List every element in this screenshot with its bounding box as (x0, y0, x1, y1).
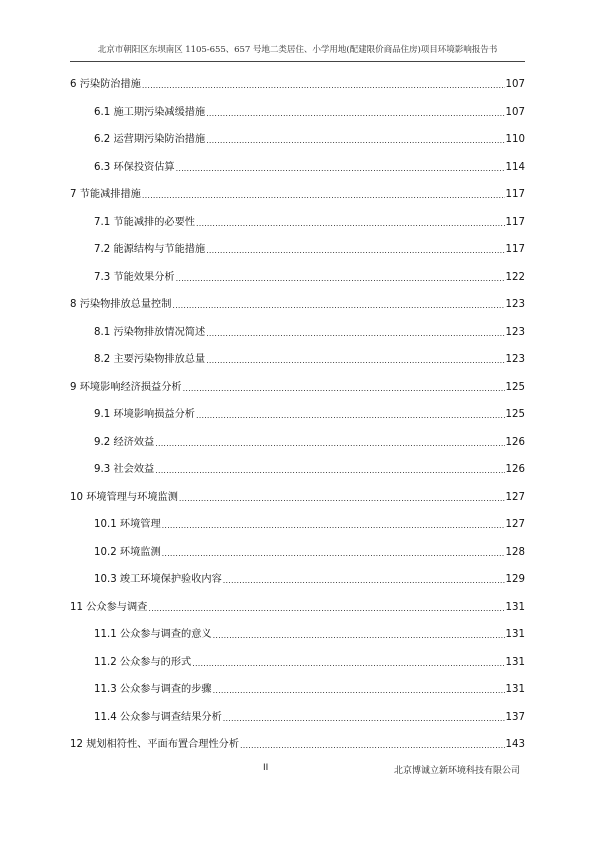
toc-entry-label: 6.1 施工期污染减缓措施 (94, 106, 206, 118)
toc-leader-dots (148, 603, 504, 615)
toc-leader-dots (206, 108, 504, 120)
toc-entry-page: 117 (505, 244, 525, 255)
toc-entry[interactable] (70, 736, 525, 752)
toc-entry[interactable] (94, 544, 525, 560)
toc-entry[interactable] (94, 434, 525, 450)
toc-leader-dots (176, 273, 505, 285)
toc-leader-dots (155, 438, 504, 450)
toc-entry-page: 137 (505, 711, 525, 723)
toc-leader-dots (196, 218, 505, 230)
toc-leader-dots (196, 410, 505, 422)
toc-entry-label: 9 环境影响经济损益分析 (70, 381, 182, 393)
toc-entry-page: 128 (505, 546, 525, 558)
toc-leader-dots (162, 548, 505, 560)
toc-entry-label: 8 污染物排放总量控制 (70, 299, 172, 310)
toc-entry-page: 123 (505, 299, 525, 310)
toc-entry-label: 9.2 经济效益 (94, 436, 155, 448)
toc-entry-label: 7.2 能源结构与节能措施 (94, 244, 206, 255)
toc-leader-dots (206, 355, 504, 367)
toc-entry-page: 123 (505, 326, 525, 338)
page-header-title: 北京市朝阳区东坝南区 1105-655、657 号地二类居住、小学用地(配建限价商品住房)项目环境影响报告书 (97, 45, 498, 55)
toc-entry-label: 8.2 主要污染物排放总量 (94, 354, 206, 365)
toc-entry[interactable] (94, 626, 525, 642)
toc-leader-dots (213, 685, 505, 697)
toc-entry[interactable] (94, 159, 525, 175)
toc-entry-page: 117 (505, 189, 525, 200)
toc-leader-dots (240, 740, 505, 752)
toc-entry-page: 125 (505, 381, 525, 393)
toc-entry[interactable] (70, 296, 525, 312)
toc-entry-label: 11.2 公众参与的形式 (94, 656, 192, 668)
toc-leader-dots (206, 328, 504, 340)
toc-leader-dots (223, 713, 505, 725)
toc-entry-page: 117 (505, 216, 525, 228)
toc-entry-label: 6.2 运营期污染防治措施 (94, 134, 206, 145)
toc-entry-page: 126 (505, 436, 525, 448)
toc-entry-page: 127 (505, 491, 525, 503)
toc-entry-page: 127 (505, 519, 525, 530)
toc-entry-page: 126 (505, 464, 525, 475)
toc-entry-page: 131 (505, 684, 525, 695)
toc-entry[interactable] (94, 214, 525, 230)
toc-entry-page: 143 (505, 739, 525, 750)
toc-leader-dots (176, 163, 505, 175)
toc-entry-label: 7.1 节能减排的必要性 (94, 216, 195, 228)
toc-entry[interactable] (94, 709, 525, 725)
toc-entry-label: 6.3 环保投资估算 (94, 161, 175, 173)
toc-entry[interactable] (94, 516, 525, 532)
toc-entry-label: 11.1 公众参与调查的意义 (94, 629, 212, 640)
toc-entry[interactable] (94, 681, 525, 697)
toc-entry-label: 10.1 环境管理 (94, 519, 161, 530)
toc-leader-dots (155, 465, 504, 477)
toc-entry[interactable] (94, 461, 525, 477)
toc-entry-label: 6 污染防治措施 (70, 79, 141, 90)
toc-leader-dots (183, 383, 505, 395)
toc-entry-label: 11 公众参与调查 (70, 601, 148, 613)
toc-entry-label: 7 节能减排措施 (70, 189, 141, 200)
toc-leader-dots (223, 575, 505, 587)
toc-entry[interactable] (94, 571, 525, 587)
toc-entry-label: 10.3 竣工环境保护验收内容 (94, 574, 222, 585)
toc-entry[interactable] (94, 351, 525, 367)
toc-leader-dots (142, 80, 505, 92)
toc-entry-page: 107 (505, 106, 525, 118)
toc-entry-label: 7.3 节能效果分析 (94, 271, 175, 283)
toc-entry[interactable] (94, 654, 525, 670)
footer-company-name: 北京博诚立新环境科技有限公司 (393, 766, 520, 776)
toc-entry-label: 9.1 环境影响损益分析 (94, 409, 195, 420)
toc-leader-dots (213, 630, 505, 642)
toc-entry[interactable] (70, 186, 525, 202)
toc-entry-label: 8.1 污染物排放情况简述 (94, 326, 206, 338)
toc-entry-label: 10 环境管理与环境监测 (70, 491, 178, 503)
toc-entry-page: 125 (505, 409, 525, 420)
toc-entry[interactable] (94, 324, 525, 340)
toc-entry-page: 122 (505, 271, 525, 283)
toc-entry[interactable] (94, 131, 525, 147)
page-number: II (263, 763, 269, 773)
toc-entry-page: 110 (505, 134, 525, 145)
toc-entry[interactable] (94, 104, 525, 120)
toc-entry[interactable] (70, 489, 525, 505)
toc-entry-label: 9.3 社会效益 (94, 464, 155, 475)
header-divider (70, 61, 525, 62)
toc-leader-dots (172, 300, 504, 312)
toc-entry[interactable] (94, 269, 525, 285)
toc-entry-page: 129 (505, 574, 525, 585)
toc-leader-dots (179, 493, 505, 505)
toc-entry[interactable] (70, 599, 525, 615)
toc-entry[interactable] (94, 241, 525, 257)
toc-entry-page: 131 (505, 656, 525, 668)
toc-entry-page: 123 (505, 354, 525, 365)
toc-entry[interactable] (94, 406, 525, 422)
toc-leader-dots (206, 245, 504, 257)
toc-entry[interactable] (70, 379, 525, 395)
toc-entry[interactable] (70, 76, 525, 92)
toc-leader-dots (142, 190, 505, 202)
toc-entry-page: 131 (505, 601, 525, 613)
toc-entry-label: 10.2 环境监测 (94, 546, 161, 558)
toc-entry-page: 131 (505, 629, 525, 640)
toc-entry-page: 107 (505, 79, 525, 90)
toc-entry-label: 11.4 公众参与调查结果分析 (94, 711, 222, 723)
toc-entry-label: 11.3 公众参与调查的步骤 (94, 684, 212, 695)
toc-leader-dots (162, 520, 505, 532)
toc-entry-page: 114 (505, 161, 525, 173)
toc-entry-label: 12 规划相符性、平面布置合理性分析 (70, 739, 240, 750)
toc-leader-dots (206, 135, 504, 147)
toc-leader-dots (192, 658, 504, 670)
